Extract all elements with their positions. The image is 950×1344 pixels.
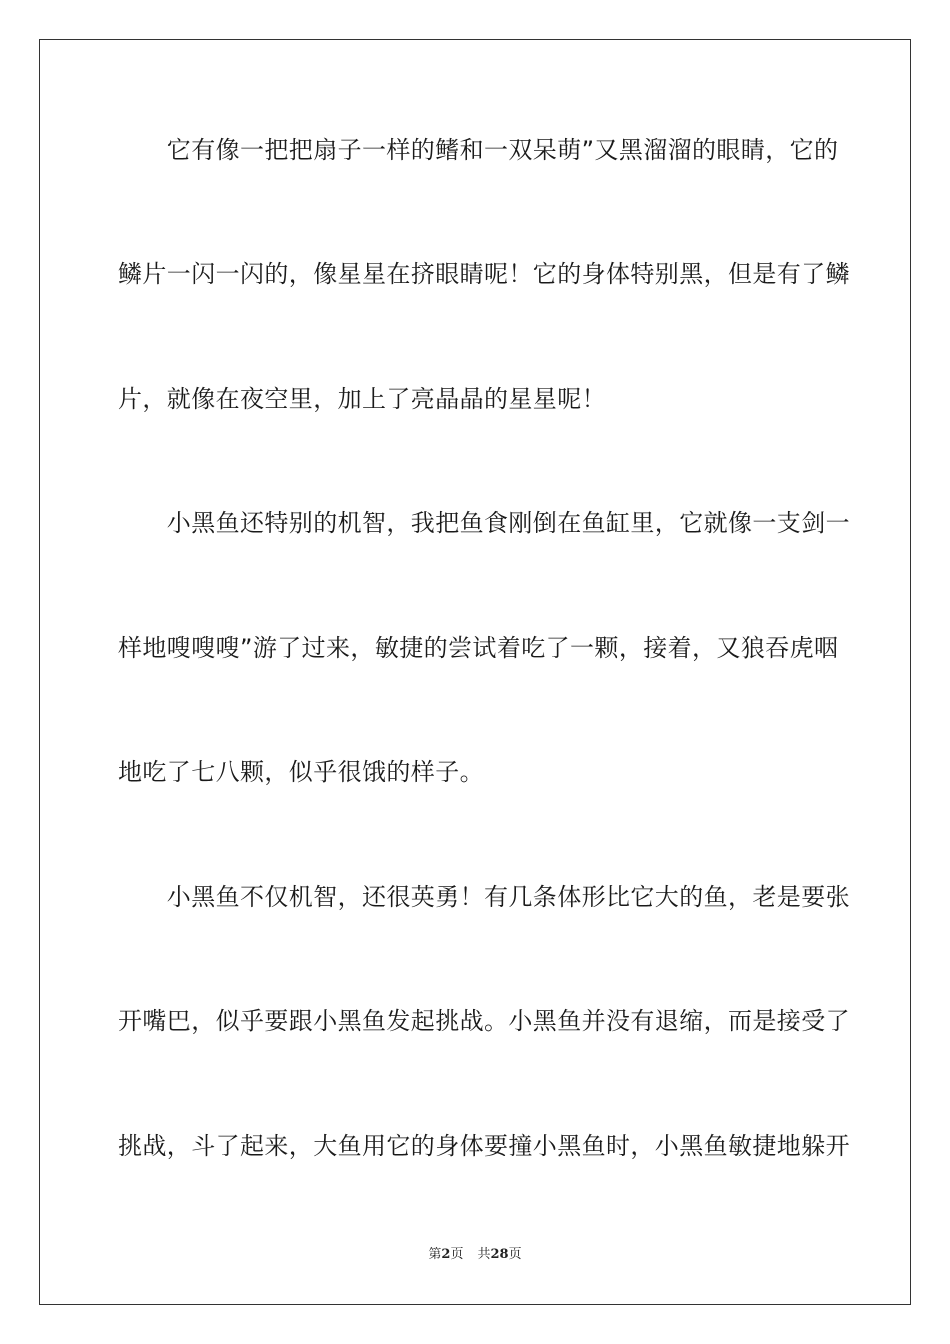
total-pages: 28 [490, 1247, 509, 1262]
paragraph-line: 小黑鱼不仅机智，还很英勇！有几条体形比它大的鱼，老是要张 [118, 883, 850, 911]
paragraph-line: 鳞片一闪一闪的，像星星在挤眼睛呢！它的身体特别黑，但是有了鳞 [118, 260, 850, 288]
paragraph-line: 样地嗖嗖嗖”游了过来，敏捷的尝试着吃了一颗，接着，又狼吞虎咽 [118, 634, 839, 662]
paragraph-line: 开嘴巴，似乎要跟小黑鱼发起挑战。小黑鱼并没有退缩，而是接受了 [118, 1007, 850, 1035]
page-suffix: 页 [450, 1247, 464, 1262]
page-indicator [428, 1247, 463, 1262]
paragraph-line: 地吃了七八颗，似乎很饿的样子。 [118, 758, 484, 786]
total-prefix: 共 [477, 1247, 491, 1262]
paragraph-line: 它有像一把把扇子一样的鳍和一双呆萌”又黑溜溜的眼睛，它的 [118, 136, 839, 164]
page-footer [0, 1246, 950, 1264]
total-suffix: 页 [508, 1247, 522, 1262]
paragraph-line: 片，就像在夜空里，加上了亮晶晶的星星呢！ [118, 385, 606, 413]
page-frame [39, 39, 911, 1305]
paragraph-line: 小黑鱼还特别的机智，我把鱼食刚倒在鱼缸里，它就像一支剑一 [118, 509, 850, 537]
page-prefix: 第 [428, 1247, 442, 1262]
page-number: 2 [441, 1247, 451, 1262]
total-pages-indicator [477, 1247, 521, 1262]
paragraph-line: 挑战，斗了起来，大鱼用它的身体要撞小黑鱼时，小黑鱼敏捷地躲开 [118, 1132, 850, 1160]
